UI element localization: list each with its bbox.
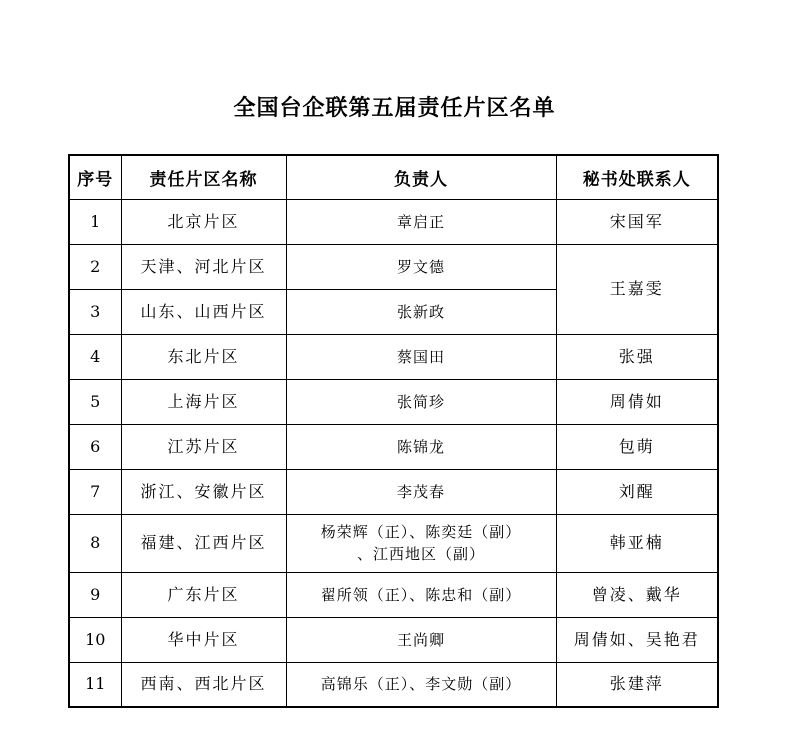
row-region: 天津、河北片区	[121, 244, 286, 289]
row-region: 东北片区	[121, 334, 286, 379]
document-title: 全国台企联第五届责任片区名单	[233, 96, 556, 121]
row-seq: 5	[69, 379, 121, 424]
table-row	[69, 379, 718, 424]
leader-line: 李茂春	[396, 482, 445, 501]
table-row	[69, 424, 718, 469]
row-seq: 3	[69, 289, 121, 334]
table-row	[69, 572, 718, 617]
table-row	[69, 469, 718, 514]
row-region: 北京片区	[121, 199, 286, 244]
row-seq: 10	[69, 617, 121, 662]
row-leaders	[286, 572, 556, 617]
row-contact: 包萌	[556, 424, 718, 469]
table-row	[69, 199, 718, 244]
leader-line: 陈锦龙	[396, 437, 445, 456]
leader-line: 张新政	[396, 302, 445, 321]
row-contact: 刘醒	[556, 469, 718, 514]
table-row	[69, 617, 718, 662]
row-leaders	[286, 289, 556, 334]
leader-line: 、江西地区（副）	[356, 545, 485, 563]
header-contact: 秘书处联系人	[556, 155, 718, 199]
row-contact: 韩亚楠	[556, 514, 718, 572]
header-leader: 负责人	[286, 155, 556, 199]
row-leaders	[286, 617, 556, 662]
table-header-row	[69, 155, 718, 199]
table-row	[69, 514, 718, 572]
row-leaders	[286, 334, 556, 379]
row-region: 华中片区	[121, 617, 286, 662]
row-seq: 8	[69, 514, 121, 572]
row-region: 山东、山西片区	[121, 289, 286, 334]
row-region: 福建、江西片区	[121, 514, 286, 572]
row-leaders	[286, 379, 556, 424]
row-seq: 4	[69, 334, 121, 379]
row-region: 西南、西北片区	[121, 662, 286, 707]
row-seq: 9	[69, 572, 121, 617]
leader-line: 王尚卿	[396, 630, 445, 649]
row-region: 江苏片区	[121, 424, 286, 469]
leader-line: 章启正	[396, 212, 445, 231]
header-region: 责任片区名称	[121, 155, 286, 199]
row-contact: 周倩如	[556, 379, 718, 424]
leader-line: 罗文德	[396, 257, 445, 276]
header-seq: 序号	[69, 155, 121, 199]
row-seq: 7	[69, 469, 121, 514]
leader-line: 张简珍	[396, 392, 445, 411]
table-row	[69, 244, 718, 289]
row-seq: 11	[69, 662, 121, 707]
row-leaders	[286, 424, 556, 469]
row-leaders	[286, 199, 556, 244]
table-row	[69, 662, 718, 707]
row-leaders	[286, 469, 556, 514]
row-leaders	[286, 662, 556, 707]
region-roster-table	[68, 154, 719, 708]
table-row	[69, 334, 718, 379]
row-region: 浙江、安徽片区	[121, 469, 286, 514]
row-region: 广东片区	[121, 572, 286, 617]
row-seq: 2	[69, 244, 121, 289]
row-leaders	[286, 244, 556, 289]
row-seq: 1	[69, 199, 121, 244]
row-contact: 周倩如、吴艳君	[556, 617, 718, 662]
row-seq: 6	[69, 424, 121, 469]
row-contact-merged: 王嘉雯	[556, 244, 718, 334]
leader-line: 高锦乐（正）、李文勋（副）	[320, 675, 522, 694]
leader-line: 翟所领（正）、陈忠和（副）	[320, 585, 522, 604]
row-region: 上海片区	[121, 379, 286, 424]
leader-line: 蔡国田	[396, 347, 445, 366]
row-leaders	[286, 514, 556, 572]
row-contact: 宋国军	[556, 199, 718, 244]
row-contact: 张强	[556, 334, 718, 379]
leader-line: 杨荣辉（正）、陈奕廷（副）	[320, 523, 522, 541]
row-contact: 曾凌、戴华	[556, 572, 718, 617]
row-contact: 张建萍	[556, 662, 718, 707]
